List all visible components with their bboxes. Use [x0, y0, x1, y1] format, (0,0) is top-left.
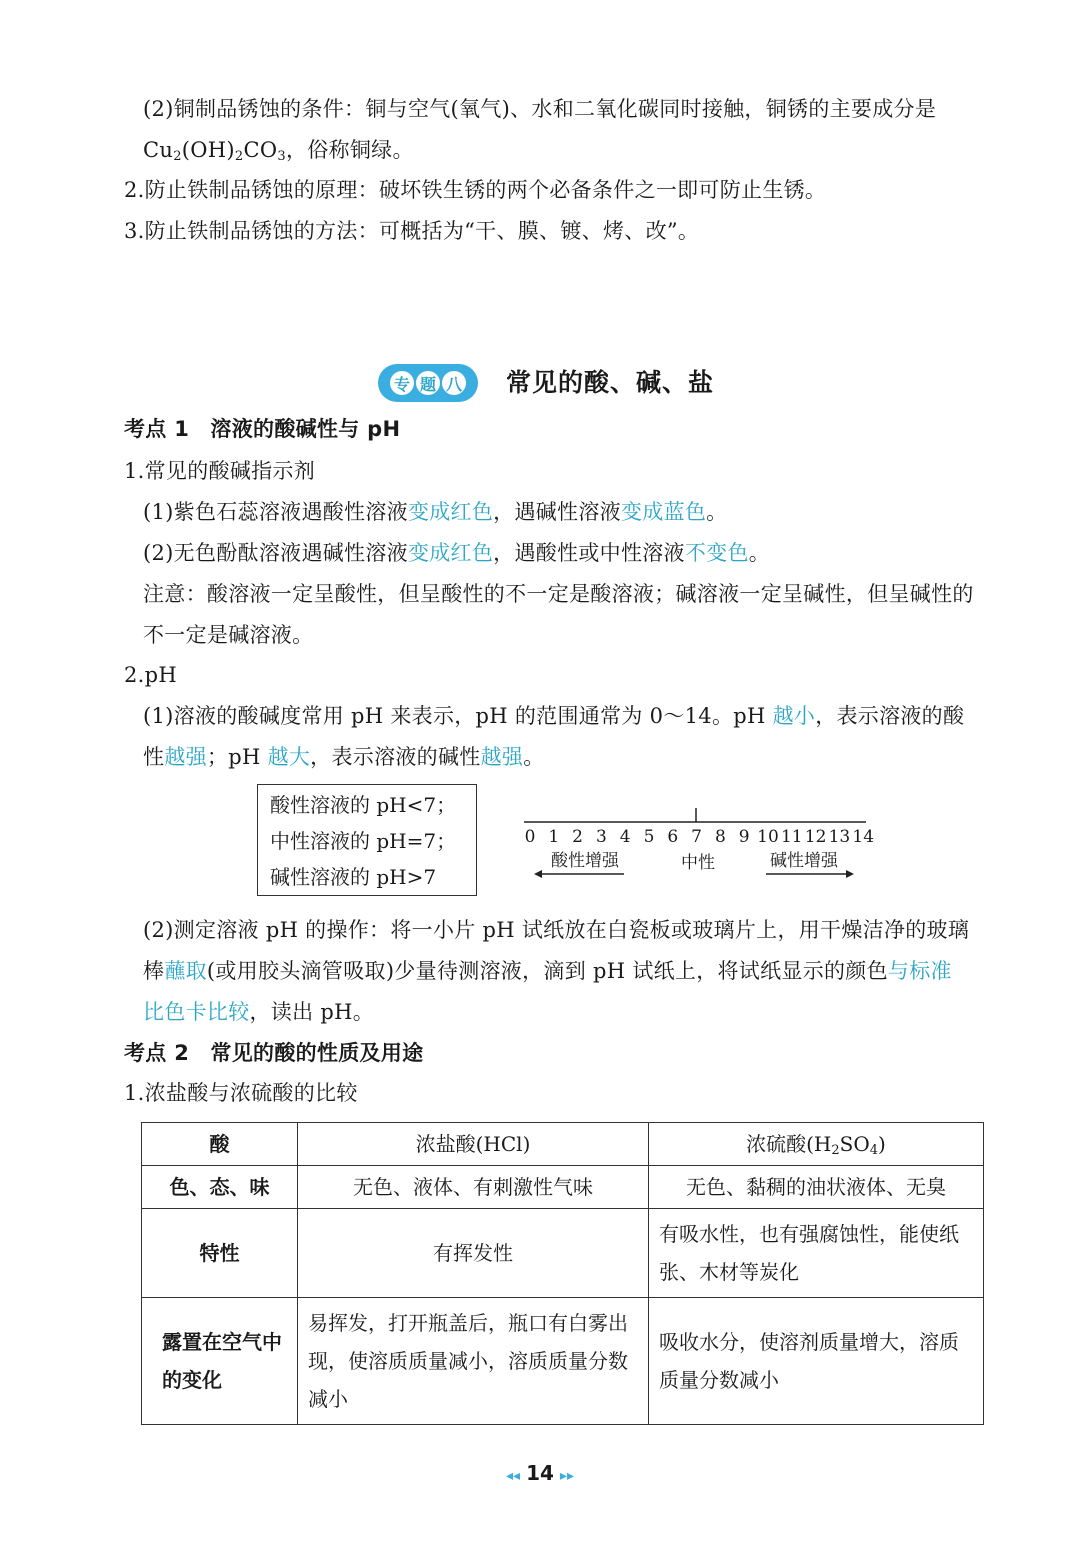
badge-char: 题 — [416, 371, 440, 395]
subheading: 1.常见的酸碱指示剂 — [124, 459, 316, 483]
table-header-cell: 浓盐酸(HCl) — [298, 1123, 649, 1166]
next-arrows-icon: ▸▸ — [559, 1468, 574, 1484]
ph-rule: 中性溶液的 pH=7； — [270, 829, 457, 853]
table-header-cell: 酸 — [142, 1123, 298, 1166]
scale-numbers — [525, 827, 874, 847]
scale-number: 2 — [572, 827, 584, 847]
table-row — [142, 1298, 984, 1425]
scale-number: 7 — [691, 827, 703, 847]
table-cell: 有吸水性，也有强腐蚀性，能使纸张、木材等炭化 — [649, 1209, 984, 1298]
scale-number: 8 — [714, 827, 726, 847]
text-line: (1)溶液的酸碱度常用 pH 来表示，pH 的范围通常为 0～14。pH 越小，表示溶液的酸 — [143, 704, 965, 728]
base-arrow-head — [846, 870, 854, 878]
topic-badge — [378, 364, 478, 402]
table-row-label: 色、态、味 — [142, 1166, 298, 1209]
scale-number: 6 — [667, 827, 679, 847]
table-header-cell: 浓硫酸$(H_2SO_4)$ — [649, 1123, 984, 1166]
scale-number: 10 — [757, 827, 779, 847]
subheading: 2.pH — [124, 663, 177, 687]
table-cell: 易挥发，打开瓶盖后，瓶口有白雾出现，使溶质质量减小，溶质质量分数减小 — [298, 1298, 649, 1425]
page-number-text: 14 — [526, 1461, 554, 1485]
page-number — [0, 1458, 1080, 1491]
text-line: (2)无色酚酞溶液遇碱性溶液变成红色，遇酸性或中性溶液不变色。 — [143, 541, 771, 565]
table-row-label: 特性 — [142, 1209, 298, 1298]
text-line: 3.防止铁制品锈蚀的方法：可概括为“干、膜、镀、烤、改”。 — [124, 219, 700, 243]
scale-number: 3 — [595, 827, 607, 847]
section-heading: 考点 1 溶液的酸碱性与 pH — [124, 417, 401, 441]
table-row — [142, 1123, 984, 1166]
text-line: 棒蘸取(或用胶头滴管吸取)少量待测溶液，滴到 pH 试纸上，将试纸显示的颜色与标准 — [143, 959, 952, 983]
neutral-label: 中性 — [681, 853, 715, 873]
acid-comparison-table — [141, 1122, 984, 1425]
acid-label: 酸性增强 — [551, 851, 619, 871]
text-line: 2.防止铁制品锈蚀的原理：破坏铁生锈的两个必备条件之一即可防止生锈。 — [124, 178, 827, 202]
ph-rule: 酸性溶液的 pH<7； — [270, 793, 457, 817]
badge-char: 专 — [390, 371, 414, 395]
table-row-label: 露置在空气中的变化 — [142, 1298, 298, 1425]
scale-number: 0 — [524, 827, 536, 847]
note-line: 不一定是碱溶液。 — [143, 623, 314, 647]
text-line: 性越强；pH 越大，表示溶液的碱性越强。 — [143, 745, 545, 769]
text-line: (2)铜制品锈蚀的条件：铜与空气(氧气)、水和二氧化碳同时接触，铜锈的主要成分是 — [143, 97, 937, 121]
table-cell: 吸收水分，使溶剂质量增大，溶质质量分数减小 — [649, 1298, 984, 1425]
text-line: $Cu_2(OH)_2CO_3$，俗称铜绿。 — [143, 138, 414, 164]
table-cell: 无色、液体、有刺激性气味 — [298, 1166, 649, 1209]
base-label: 碱性增强 — [770, 851, 838, 871]
scale-number: 4 — [619, 827, 631, 847]
table-row — [142, 1209, 984, 1298]
ph-summary-box — [257, 784, 477, 896]
subheading: 1.浓盐酸与浓硫酸的比较 — [124, 1081, 358, 1105]
ph-rule: 碱性溶液的 pH>7 — [270, 865, 437, 889]
table-cell: 有挥发性 — [298, 1209, 649, 1298]
scale-number: 13 — [828, 827, 851, 847]
topic-title: 常见的酸、碱、盐 — [506, 368, 715, 397]
scale-number: 12 — [804, 827, 827, 847]
scale-number: 1 — [548, 827, 560, 847]
text-line: (2)测定溶液 pH 的操作：将一小片 pH 试纸放在白瓷板或玻璃片上，用干燥洁净的玻璃 — [143, 918, 970, 942]
text-line: 比色卡比较，读出 pH。 — [143, 1000, 375, 1024]
section-heading: 考点 2 常见的酸的性质及用途 — [124, 1041, 424, 1065]
acid-arrow-head — [534, 870, 542, 878]
scale-number: 9 — [738, 827, 750, 847]
badge-char: 八 — [442, 371, 466, 395]
scale-number: 5 — [643, 827, 655, 847]
table-cell: 无色、黏稠的油状液体、无臭 — [649, 1166, 984, 1209]
ph-scale — [520, 800, 875, 882]
scale-number: 11 — [780, 827, 803, 847]
note-line: 注意：酸溶液一定呈酸性，但呈酸性的不一定是酸溶液；碱溶液一定呈碱性，但呈碱性的 — [143, 582, 974, 606]
table-row — [142, 1166, 984, 1209]
text-line: (1)紫色石蕊溶液遇酸性溶液变成红色，遇碱性溶液变成蓝色。 — [143, 500, 728, 524]
scale-number: 14 — [852, 827, 875, 847]
prev-arrows-icon: ◂◂ — [506, 1468, 521, 1484]
